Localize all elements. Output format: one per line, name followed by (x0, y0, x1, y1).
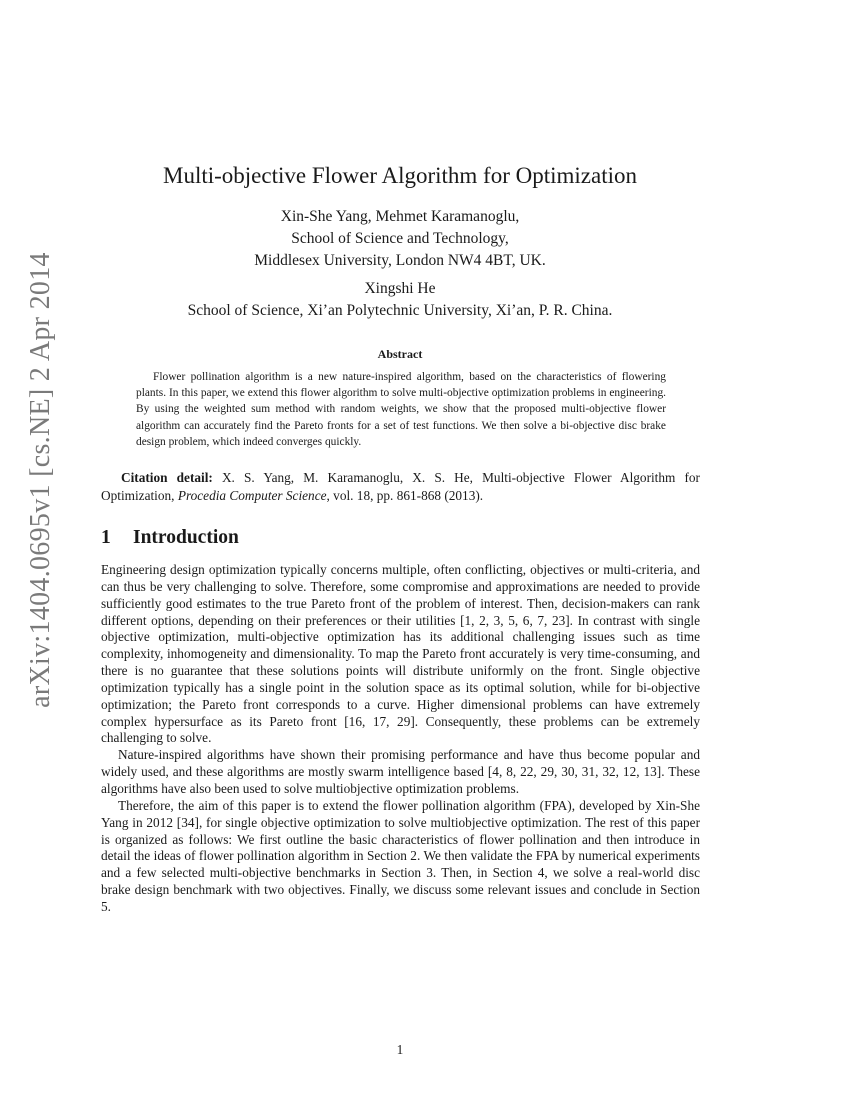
section-heading-introduction (101, 526, 239, 550)
citation-label: Citation detail: (121, 470, 213, 485)
abstract-text: Flower pollination algorithm is a new nature-inspired algorithm, based on the characteristics of flowering plants. In this paper, we extend this flower algorithm to solve multi-objective optimization problems in engineering. By using the weighted sum method with random weights, we show that the proposed multi-objective flower algorithm can accurately find the Pareto fronts for a set of test functions. We then solve a bi-objective disc brake design problem, which indeed converges quickly. (136, 371, 666, 448)
citation-detail (101, 469, 700, 505)
paragraph: Therefore, the aim of this paper is to extend the flower pollination algorithm (FPA), developed by Xin-She Yang in 2012 [34], for single objective optimization to solve multiobjective optimization. The rest of this paper is organized as follows: We first outline the basic characteristics of flower pollination and then introduce in detail the ideas of flower pollination algorithm in Section 2. We then validate the FPA by numerical experiments and a few selected multi-objective benchmarks in Section 3. Then, in Section 4, we solve a real-world disc brake design benchmark with two objectives. Finally, we discuss some relevant issues and conclude in Section 5. (101, 797, 700, 914)
citation-venue: Procedia Computer Science (177, 488, 327, 503)
author-block (0, 206, 800, 322)
author-second: Xingshi He (364, 280, 436, 297)
affiliation-line: Middlesex University, London NW4 4BT, UK. (254, 252, 546, 269)
page-number: 1 (396, 1042, 404, 1057)
paragraph: Nature-inspired algorithms have shown their promising performance and have thus become popular and widely used, and these algorithms are mostly swarm intelligence based [4, 8, 22, 29, 30, 31, 32, 12, 13]. These algorithms have also been used to solve multiobjective optimization problems. (101, 747, 700, 796)
citation-volume: , vol. 18, pp. 861-868 (2013). (326, 488, 484, 503)
paper-title: Multi-objective Flower Algorithm for Optimization (163, 163, 637, 188)
citation-authors: X. S. Yang, M. Karamanoglu, X. S. He, Multi-objective Flower Algorithm for Optimization, (101, 470, 700, 503)
abstract-heading: Abstract (377, 347, 423, 361)
introduction-body (101, 562, 700, 916)
arxiv-identifier-text: arXiv:1404.0695v1 [cs.NE] 2 Apr 2014 (25, 252, 57, 708)
paragraph: Engineering design optimization typically concerns multiple, often conflicting, objectives or multi-criteria, and can thus be very challenging to solve. Therefore, some compromise and approximations are needed to provide sufficiently good estimates to the true Pareto front of the problem of interest. Then, decision-makers can rank different options, depending on their preferences or their utilities [1, 2, 3, 5, 6, 7, 23]. In contrast with single objective optimization, multi-objective optimization has its additional challenging issues such as time complexity, inhomogeneity and dimensionality. To map the Pareto front accurately is very time-consuming, and there is no guarantee that these solutions points will distribute uniformly on the front. Single objective optimization typically has a single point in the solution space as its optimal solution, while for bi-objective optimization; the Pareto front corresponds to a curve. Higher dimensional problems can have extremely complex hypersurface as its Pareto front [16, 17, 29]. Consequently, these problems can be extremely challenging to solve. (101, 562, 700, 746)
affiliation-second: School of Science, Xi’an Polytechnic University, Xi’an, P. R. China. (187, 302, 613, 319)
section-number: 1 (101, 527, 111, 548)
section-title: Introduction (133, 527, 239, 548)
authors-line: Xin-She Yang, Mehmet Karamanoglu, (280, 208, 520, 225)
affiliation-line: School of Science and Technology, (291, 230, 509, 247)
